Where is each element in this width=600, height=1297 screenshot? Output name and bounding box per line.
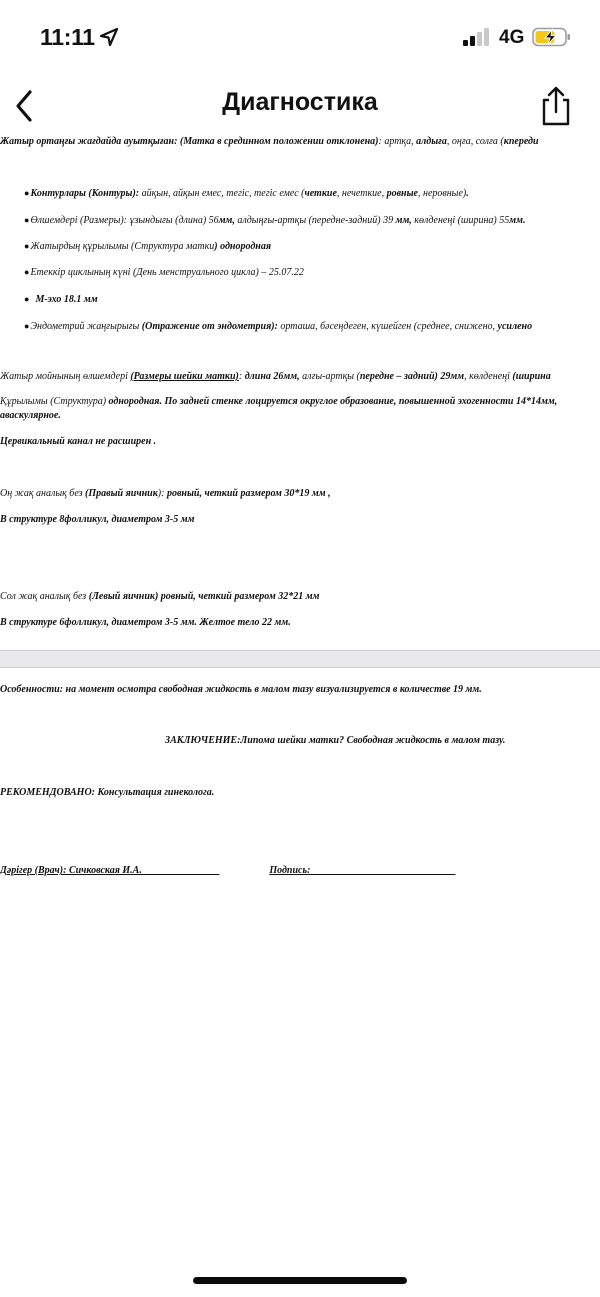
status-bar bbox=[0, 0, 600, 78]
signature-label: Подпись: bbox=[269, 865, 311, 876]
home-indicator[interactable] bbox=[193, 1277, 407, 1284]
features-line: Особенности: на момент осмотра свободная жидкость в малом тазу визуализируется в количестве 19 мм. bbox=[0, 684, 482, 695]
nav-bar bbox=[0, 78, 600, 134]
right-ovary-line: Оң жақ аналық без (Правый яичник): ровный, четкий размером 30*19 мм , bbox=[0, 488, 331, 499]
endometrium-line: ●Эндометрий жаңғырығы (Отражение от эндометрия): орташа, бәсеңдеген, күшейген (среднее, снижено, усилено bbox=[24, 321, 533, 332]
doctor-name: Дәрігер (Врач): Сичковская И.А. bbox=[0, 865, 142, 876]
nav-title: Диагностика bbox=[222, 88, 378, 116]
location-arrow-icon bbox=[99, 27, 119, 47]
share-icon bbox=[536, 84, 576, 128]
structure-line: ●Жатырдың құрылымы (Структура матки) однородная bbox=[24, 241, 272, 252]
left-ovary-follicles-line: В структуре 6фолликул, диаметром 3-5 мм. Желтое тело 22 мм. bbox=[0, 617, 291, 628]
status-time: 11:11 bbox=[40, 24, 95, 50]
recommended-line: РЕКОМЕНДОВАНО: Консультация гинеколога. bbox=[0, 787, 215, 798]
document-view[interactable] bbox=[0, 134, 600, 1254]
cycle-line: ●Етеккір циклының күні (День менструального цикла) – 25.07.22 bbox=[24, 267, 304, 278]
page-separator bbox=[0, 650, 600, 668]
conclusion-line: ЗАКЛЮЧЕНИЕ:Липома шейки матки? Свободная жидкость в малом тазу. bbox=[165, 735, 506, 746]
cervix-structure-line: Құрылымы (Структура) однородная. По задней стенке лоцируется округлое образование, повышенной эхогенности 14*14мм, bbox=[0, 396, 558, 407]
right-ovary-follicles-line: В структуре 8фолликул, диаметром 3-5 мм bbox=[0, 514, 195, 525]
cervix-sizes-line: Жатыр мойнының өлшемдері (Размеры шейки матки): длина 26мм, алғы-артқы (передне – задний) 29мм, көлденеңі (ширина bbox=[0, 371, 551, 382]
cervical-canal-line: Цервикальный канал не расширен . bbox=[0, 436, 157, 447]
doctor-signature-line bbox=[0, 865, 455, 877]
left-ovary-line: Сол жақ аналық без (Левый яичник) ровный, четкий размером 32*21 мм bbox=[0, 591, 320, 602]
sizes-line: ●Өлшемдері (Размеры): ұзындығы (длина) 56мм, алдыңғы-артқы (передне-задний) 39 мм, көлденеңі (ширина) 55мм. bbox=[24, 215, 526, 226]
battery-charging-icon bbox=[532, 27, 572, 47]
signal-icon bbox=[463, 28, 493, 46]
m-echo-line: ● М-эхо 18.1 мм bbox=[24, 294, 98, 305]
share-button[interactable] bbox=[536, 84, 576, 128]
contours-line: ●Контурлары (Контуры): айқын, айқын емес, тегіс, тегіс емес (четкие, нечеткие, ровные, неровные). bbox=[24, 188, 469, 199]
cervix-avascular-line: аваскулярное. bbox=[0, 410, 61, 421]
network-label: 4G bbox=[499, 27, 525, 48]
uterus-position-line: Жатыр ортаңғы жағдайда ауытқыған: (Матка в срединном положении отклонена): артқа, алдыға, оңға, солға (кпереди bbox=[0, 136, 539, 147]
